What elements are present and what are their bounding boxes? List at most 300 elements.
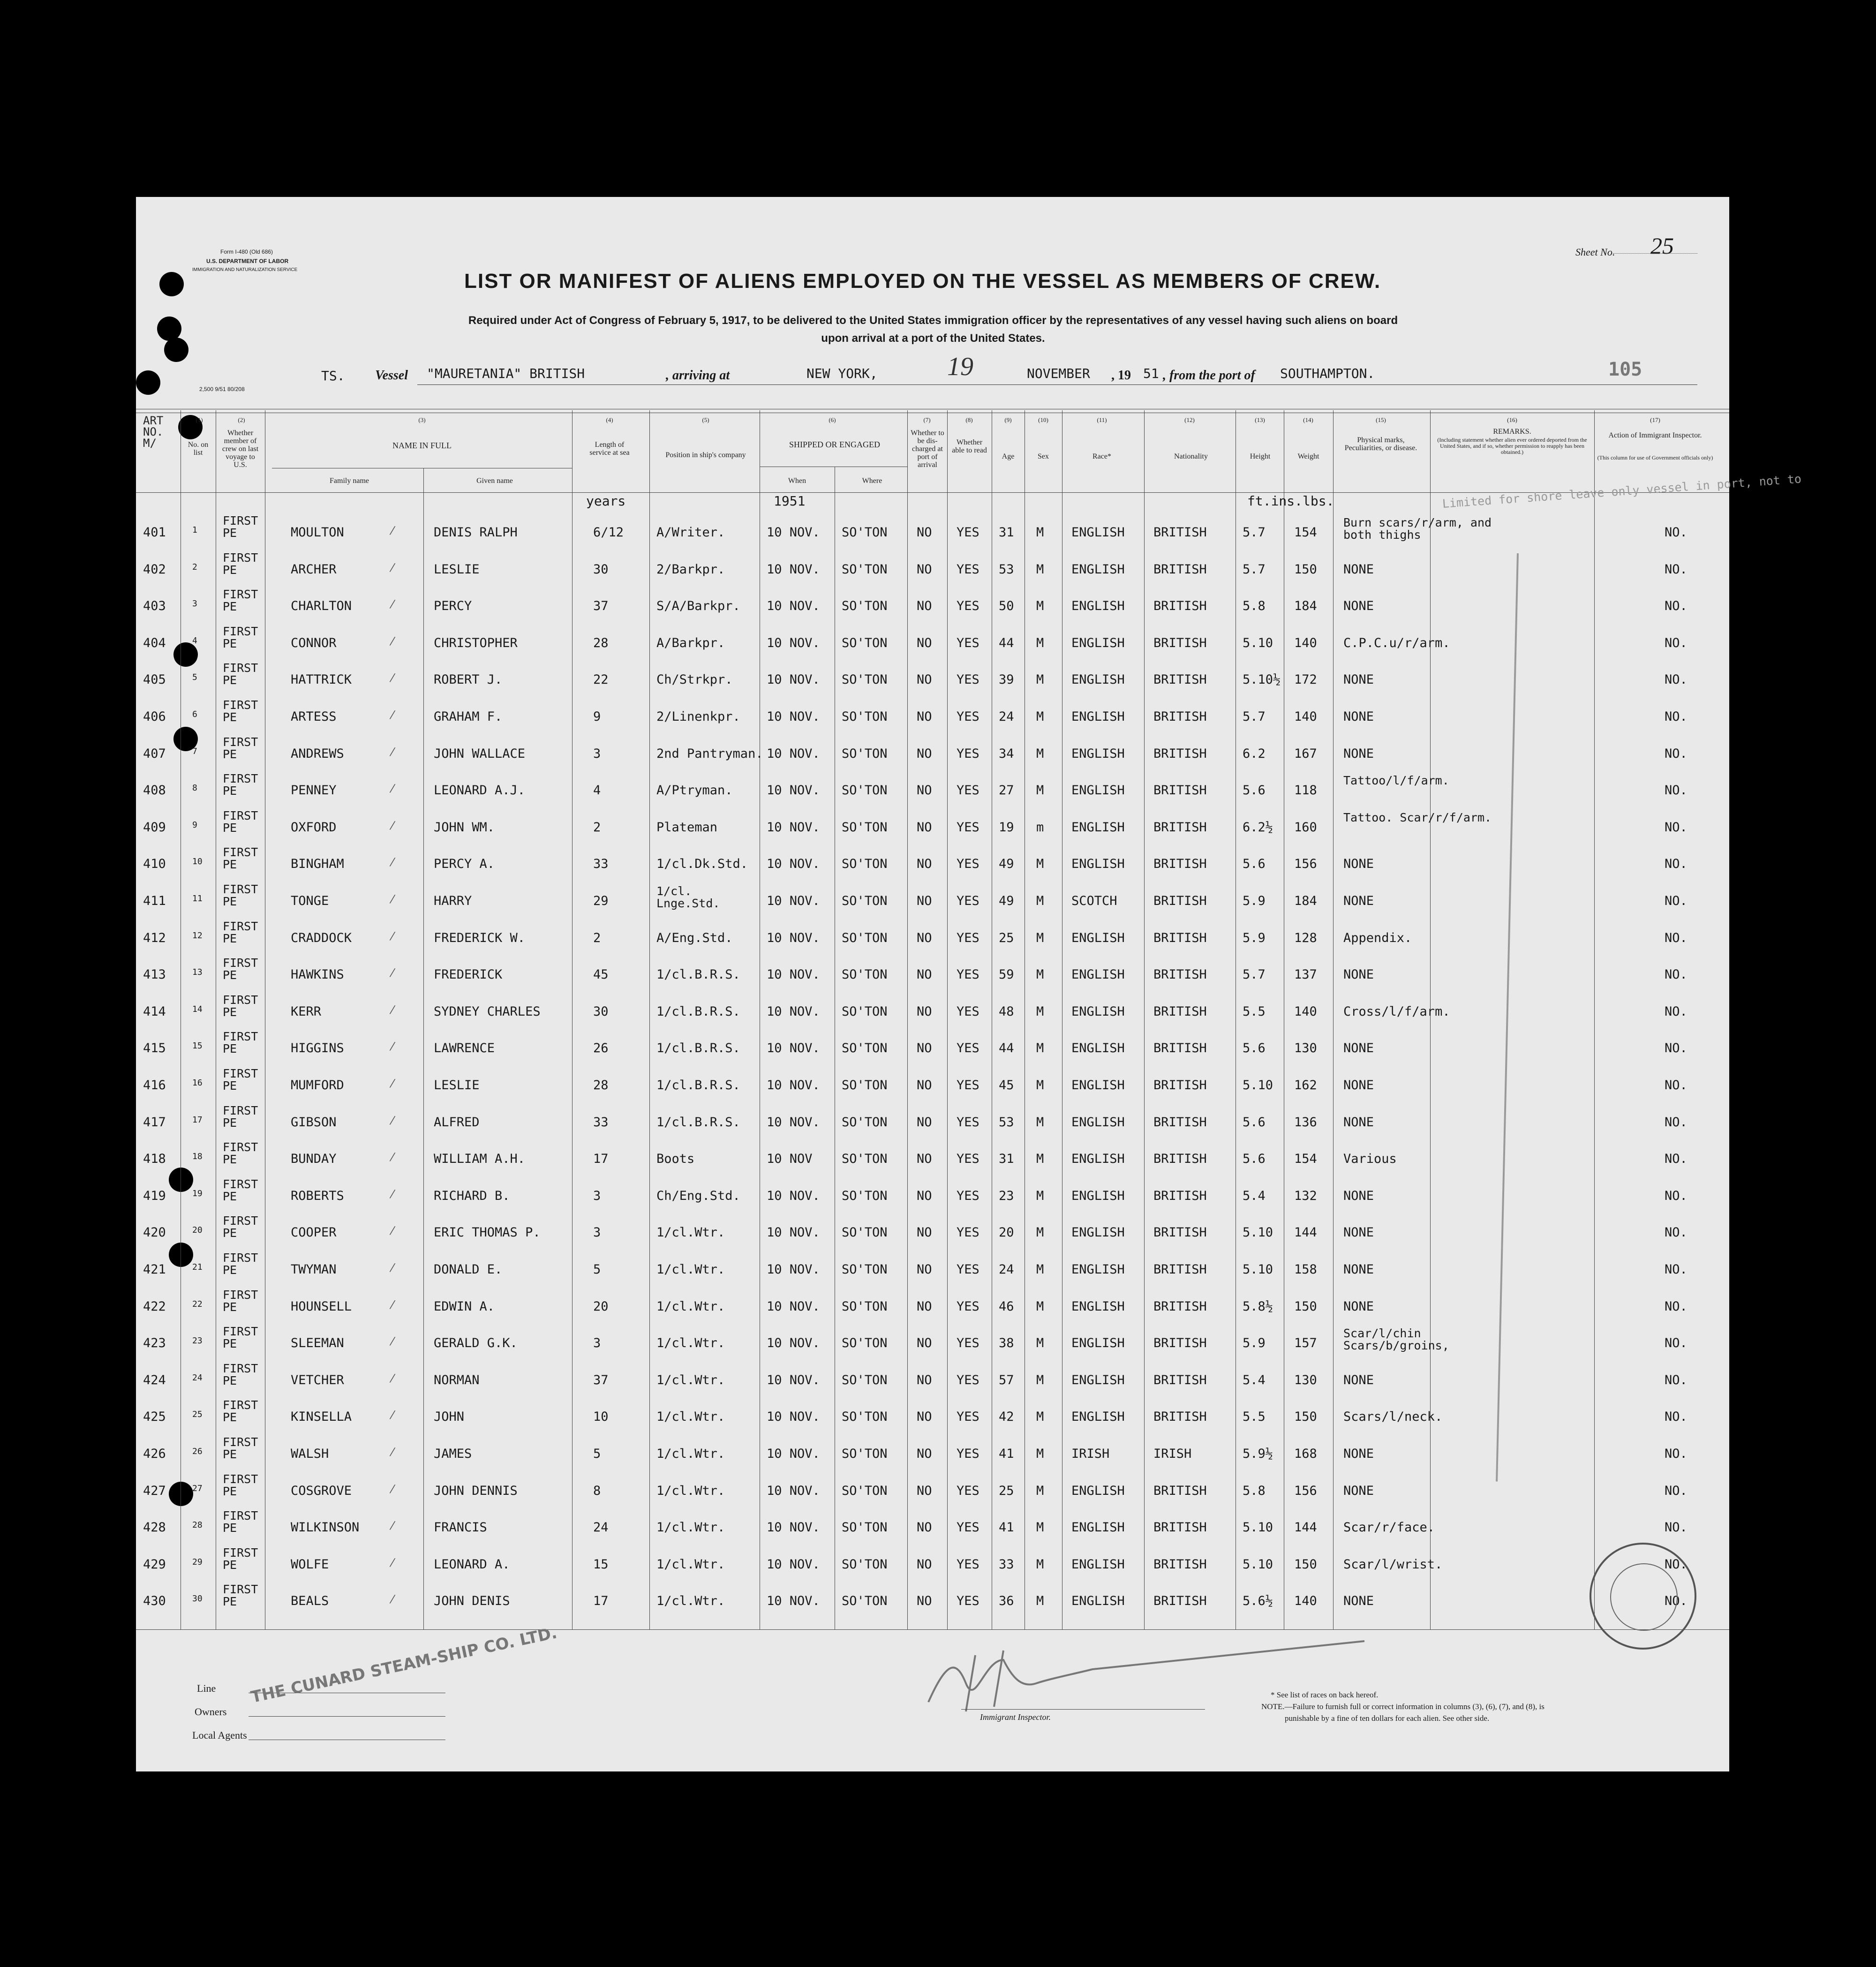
shipped-where: SO'TON xyxy=(842,1409,888,1424)
units-years: years xyxy=(586,493,626,509)
physical-marks: NONE xyxy=(1343,746,1374,761)
prior-voyage: FIRST PE xyxy=(223,1325,258,1351)
height: 5.4 xyxy=(1243,1372,1266,1387)
shipped-where: SO'TON xyxy=(842,746,888,761)
family-name: CONNOR xyxy=(291,635,337,650)
position: A/Barkpr. xyxy=(656,635,725,650)
inspector-action: NO. xyxy=(1665,1188,1688,1203)
race: ENGLISH xyxy=(1071,1409,1125,1424)
art-no: 401 xyxy=(143,525,166,540)
physical-marks: NONE xyxy=(1343,1188,1374,1203)
service-length: 17 xyxy=(593,1152,609,1167)
age: 25 xyxy=(999,930,1014,945)
position: S/A/Barkpr. xyxy=(656,599,740,614)
service-length: 22 xyxy=(593,672,609,687)
race: ENGLISH xyxy=(1071,1262,1125,1277)
prior-voyage: FIRST PE xyxy=(223,1583,258,1609)
able-to-read: YES xyxy=(957,857,979,872)
able-to-read: YES xyxy=(957,1262,979,1277)
weight: 150 xyxy=(1294,562,1317,577)
nationality: BRITISH xyxy=(1153,525,1207,540)
discharged: NO xyxy=(917,1188,932,1203)
discharged: NO xyxy=(917,930,932,945)
physical-marks: NONE xyxy=(1343,967,1374,982)
department: U.S. DEPARTMENT OF LABOR xyxy=(206,258,289,264)
physical-marks: Tattoo. Scar/r/f/arm. xyxy=(1343,810,1492,824)
sex: M xyxy=(1036,1225,1044,1240)
family-name: SLEEMAN xyxy=(291,1336,344,1351)
prior-voyage: FIRST PE xyxy=(223,772,258,798)
service-length: 10 xyxy=(593,1409,609,1424)
family-name: KINSELLA xyxy=(291,1409,352,1424)
art-no: 409 xyxy=(143,820,166,835)
nationality: BRITISH xyxy=(1153,1152,1207,1167)
age: 49 xyxy=(999,894,1014,908)
prior-voyage: FIRST PE xyxy=(223,1288,258,1314)
given-name: PERCY xyxy=(434,599,472,614)
col-name-in-full: NAME IN FULL xyxy=(392,441,452,450)
age: 31 xyxy=(999,525,1014,540)
sex: M xyxy=(1036,1004,1044,1019)
given-name: PERCY A. xyxy=(434,857,495,872)
inspector-action: NO. xyxy=(1665,1372,1688,1387)
weight: 150 xyxy=(1294,1299,1317,1314)
weight: 130 xyxy=(1294,1041,1317,1056)
family-name: VETCHER xyxy=(291,1372,344,1387)
discharged: NO xyxy=(917,1078,932,1093)
shipped-when: 10 NOV. xyxy=(767,1115,820,1130)
list-no: 10 xyxy=(192,857,203,867)
age: 53 xyxy=(999,1115,1014,1130)
service-length: 3 xyxy=(593,1225,601,1240)
prior-voyage: FIRST PE xyxy=(223,735,258,761)
given-name: ROBERT J. xyxy=(434,672,503,687)
discharged: NO xyxy=(917,1409,932,1424)
art-no: 413 xyxy=(143,967,166,982)
inspector-action: NO. xyxy=(1665,1409,1688,1424)
sex: M xyxy=(1036,1520,1044,1535)
inspector-action: NO. xyxy=(1665,1299,1688,1314)
nationality: BRITISH xyxy=(1153,1115,1207,1130)
service-length: 30 xyxy=(593,1004,609,1019)
art-no: 428 xyxy=(143,1520,166,1535)
age: 44 xyxy=(999,1041,1014,1056)
weight: 144 xyxy=(1294,1520,1317,1535)
sex: M xyxy=(1036,1594,1044,1609)
prior-voyage: FIRST PE xyxy=(223,698,258,724)
col-inspector-action: Action of Immigrant Inspector. xyxy=(1608,431,1702,439)
sex: m xyxy=(1036,820,1044,835)
weight: 144 xyxy=(1294,1225,1317,1240)
height: 5.9 xyxy=(1243,1336,1266,1351)
able-to-read: YES xyxy=(957,1299,979,1314)
given-name: DONALD E. xyxy=(434,1262,503,1277)
subtitle-line-1: Required under Act of Congress of February 5, 1917, to be delivered to the United States immigration officer by the representatives of any vessel having such aliens on board xyxy=(468,314,1398,327)
table-row xyxy=(136,1472,1729,1520)
family-name: WALSH xyxy=(291,1447,329,1461)
art-no: 403 xyxy=(143,599,166,614)
nationality: BRITISH xyxy=(1153,1336,1207,1351)
shipped-where: SO'TON xyxy=(842,1372,888,1387)
height: 5.10 xyxy=(1243,1262,1273,1277)
family-name: HAWKINS xyxy=(291,967,344,982)
art-no: 420 xyxy=(143,1225,166,1240)
list-no: 30 xyxy=(192,1594,203,1604)
prior-voyage: FIRST PE xyxy=(223,845,258,872)
prior-voyage: FIRST PE xyxy=(223,1251,258,1277)
position: 1/cl. Lnge.Std. xyxy=(656,884,720,910)
service-length: 4 xyxy=(593,783,601,798)
service-length: 24 xyxy=(593,1520,609,1535)
nationality: BRITISH xyxy=(1153,1041,1207,1056)
port-label: , from the port of xyxy=(1163,368,1255,383)
weight: 172 xyxy=(1294,672,1317,687)
able-to-read: YES xyxy=(957,1078,979,1093)
table-row xyxy=(136,1509,1729,1557)
age: 36 xyxy=(999,1594,1014,1609)
check-mark-icon: ⁄ xyxy=(392,1335,394,1349)
nationality: BRITISH xyxy=(1153,967,1207,982)
col-inspector-note: (This column for use of Government officials only) xyxy=(1597,454,1713,461)
able-to-read: YES xyxy=(957,1594,979,1609)
shipped-where: SO'TON xyxy=(842,967,888,982)
sex: M xyxy=(1036,1409,1044,1424)
col-sex: Sex xyxy=(1038,452,1049,460)
table-row xyxy=(136,1177,1729,1225)
art-no: 423 xyxy=(143,1336,166,1351)
shipped-where: SO'TON xyxy=(842,1115,888,1130)
table-row xyxy=(136,661,1729,709)
page-title: LIST OR MANIFEST OF ALIENS EMPLOYED ON THE VESSEL AS MEMBERS OF CREW. xyxy=(464,270,1381,293)
races-note: * See list of races on back hereof. xyxy=(1271,1690,1379,1699)
position: 1/cl.B.R.S. xyxy=(656,1004,740,1019)
physical-marks: NONE xyxy=(1343,1447,1374,1461)
height: 5.6 xyxy=(1243,857,1266,872)
position: 1/cl.Wtr. xyxy=(656,1372,725,1387)
race: ENGLISH xyxy=(1071,1004,1125,1019)
able-to-read: YES xyxy=(957,1041,979,1056)
sex: M xyxy=(1036,967,1044,982)
race: ENGLISH xyxy=(1071,1594,1125,1609)
physical-marks: Scars/l/neck. xyxy=(1343,1409,1443,1424)
table-row xyxy=(136,1361,1729,1409)
weight: 156 xyxy=(1294,857,1317,872)
inspector-action: NO. xyxy=(1665,1004,1688,1019)
position: 1/cl.B.R.S. xyxy=(656,1041,740,1056)
check-mark-icon: ⁄ xyxy=(392,561,394,574)
discharged: NO xyxy=(917,857,932,872)
list-no: 12 xyxy=(192,930,203,941)
col-member-last-voyage: Whether member of crew on last voyage to U.S. xyxy=(222,429,259,469)
prior-voyage: FIRST PE xyxy=(223,514,258,540)
check-mark-icon: ⁄ xyxy=(392,1151,394,1164)
list-no: 18 xyxy=(192,1152,203,1162)
race: ENGLISH xyxy=(1071,1483,1125,1498)
shipped-where: SO'TON xyxy=(842,525,888,540)
shipped-when: 10 NOV. xyxy=(767,1409,820,1424)
shipped-when: 10 NOV. xyxy=(767,1262,820,1277)
list-no: 14 xyxy=(192,1004,203,1014)
col-able-to-read: Whether able to read xyxy=(952,438,987,454)
race: ENGLISH xyxy=(1071,635,1125,650)
art-no: 430 xyxy=(143,1594,166,1609)
shipped-when: 10 NOV. xyxy=(767,1041,820,1056)
sex: M xyxy=(1036,709,1044,724)
service-length: 28 xyxy=(593,1078,609,1093)
weight: 150 xyxy=(1294,1557,1317,1572)
inspector-action: NO. xyxy=(1665,1520,1688,1535)
family-name: GIBSON xyxy=(291,1115,337,1130)
position: A/Writer. xyxy=(656,525,725,540)
check-mark-icon: ⁄ xyxy=(392,598,394,611)
shipped-where: SO'TON xyxy=(842,1557,888,1572)
weight: 140 xyxy=(1294,1004,1317,1019)
discharged: NO xyxy=(917,1594,932,1609)
given-name: FRANCIS xyxy=(434,1520,487,1535)
year-suffix: 51 xyxy=(1143,366,1159,381)
nationality: BRITISH xyxy=(1153,1372,1207,1387)
prior-voyage: FIRST PE xyxy=(223,1140,258,1167)
list-no: 8 xyxy=(192,783,197,793)
service-length: 5 xyxy=(593,1447,601,1461)
arrival-month: NOVEMBER xyxy=(1027,366,1090,381)
prior-voyage: FIRST PE xyxy=(223,1177,258,1203)
race: ENGLISH xyxy=(1071,672,1125,687)
family-name: HIGGINS xyxy=(291,1041,344,1056)
height: 5.7 xyxy=(1243,562,1266,577)
service-length: 3 xyxy=(593,1336,601,1351)
shipped-where: SO'TON xyxy=(842,1041,888,1056)
position: 2/Linenkpr. xyxy=(656,709,740,724)
sex: M xyxy=(1036,599,1044,614)
height: 5.7 xyxy=(1243,709,1266,724)
check-mark-icon: ⁄ xyxy=(392,1114,394,1127)
sex: M xyxy=(1036,783,1044,798)
prior-voyage: FIRST PE xyxy=(223,1030,258,1056)
shipped-where: SO'TON xyxy=(842,1299,888,1314)
prior-voyage: FIRST PE xyxy=(223,808,258,835)
nationality: BRITISH xyxy=(1153,1078,1207,1093)
weight: 132 xyxy=(1294,1188,1317,1203)
age: 57 xyxy=(999,1372,1014,1387)
sex: M xyxy=(1036,1188,1044,1203)
art-no: 415 xyxy=(143,1041,166,1056)
weight: 184 xyxy=(1294,599,1317,614)
sex: M xyxy=(1036,857,1044,872)
height: 5.8½ xyxy=(1243,1299,1273,1314)
col-weight: Weight xyxy=(1297,452,1319,460)
check-mark-icon: ⁄ xyxy=(392,745,394,759)
col-race: Race* xyxy=(1092,452,1111,460)
age: 41 xyxy=(999,1447,1014,1461)
height: 5.8 xyxy=(1243,599,1266,614)
col-family-name: Family name xyxy=(330,477,369,485)
sheet-label: Sheet No. xyxy=(1575,246,1615,258)
nationality: BRITISH xyxy=(1153,709,1207,724)
table-row xyxy=(136,624,1729,672)
weight: 140 xyxy=(1294,709,1317,724)
ts-label: TS. xyxy=(321,368,345,384)
shipped-when: 10 NOV. xyxy=(767,857,820,872)
physical-marks: NONE xyxy=(1343,709,1374,724)
list-no: 17 xyxy=(192,1115,203,1125)
sex: M xyxy=(1036,1115,1044,1130)
art-no: 416 xyxy=(143,1078,166,1093)
table-row xyxy=(136,1545,1729,1594)
prior-voyage: FIRST PE xyxy=(223,624,258,650)
prior-voyage: FIRST PE xyxy=(223,1545,258,1572)
weight: 140 xyxy=(1294,1594,1317,1609)
position: Ch/Eng.Std. xyxy=(656,1188,740,1203)
position: 1/cl.B.R.S. xyxy=(656,1115,740,1130)
prior-voyage: FIRST PE xyxy=(223,1435,258,1461)
art-no: 418 xyxy=(143,1152,166,1167)
discharged: NO xyxy=(917,599,932,614)
discharged: NO xyxy=(917,1225,932,1240)
service-length: 5 xyxy=(593,1262,601,1277)
list-no: 15 xyxy=(192,1041,203,1051)
year-prefix: , 19 xyxy=(1111,368,1131,383)
age: 45 xyxy=(999,1078,1014,1093)
table-row xyxy=(136,1583,1729,1630)
nationality: BRITISH xyxy=(1153,1262,1207,1277)
nationality: BRITISH xyxy=(1153,1594,1207,1609)
table-row xyxy=(136,514,1729,562)
age: 19 xyxy=(999,820,1014,835)
inspector-action: NO. xyxy=(1665,783,1688,798)
family-name: BINGHAM xyxy=(291,857,344,872)
position: 1/cl.Wtr. xyxy=(656,1225,725,1240)
able-to-read: YES xyxy=(957,967,979,982)
prior-voyage: FIRST PE xyxy=(223,588,258,614)
nationality: BRITISH xyxy=(1153,562,1207,577)
nationality: BRITISH xyxy=(1153,635,1207,650)
family-name: BUNDAY xyxy=(291,1152,337,1167)
sex: M xyxy=(1036,1041,1044,1056)
family-name: OXFORD xyxy=(291,820,337,835)
col-length-of-service: Length of service at sea xyxy=(589,441,630,457)
shipped-when: 10 NOV. xyxy=(767,783,820,798)
service-name: IMMIGRATION AND NATURALIZATION SERVICE xyxy=(192,267,298,272)
given-name: FREDERICK W. xyxy=(434,930,526,945)
height: 5.9 xyxy=(1243,894,1266,908)
prior-voyage: FIRST PE xyxy=(223,919,258,945)
shipped-when: 10 NOV. xyxy=(767,1336,820,1351)
print-code: 2,500 9/51 80/208 xyxy=(199,386,245,392)
shipped-when: 10 NOV. xyxy=(767,1299,820,1314)
sex: M xyxy=(1036,1557,1044,1572)
shipped-where: SO'TON xyxy=(842,635,888,650)
table-row xyxy=(136,1398,1729,1446)
prior-voyage: FIRST PE xyxy=(223,882,258,908)
table-row xyxy=(136,882,1729,930)
race: ENGLISH xyxy=(1071,1115,1125,1130)
age: 42 xyxy=(999,1409,1014,1424)
inspector-action: NO. xyxy=(1665,930,1688,945)
prior-voyage: FIRST PE xyxy=(223,1472,258,1498)
discharged: NO xyxy=(917,1152,932,1167)
art-no: 426 xyxy=(143,1447,166,1461)
given-name: JOHN WALLACE xyxy=(434,746,526,761)
able-to-read: YES xyxy=(957,525,979,540)
col-discharged: Whether to be dis-charged at port of arrival xyxy=(911,429,944,469)
position: 1/cl.Wtr. xyxy=(656,1483,725,1498)
nationality: BRITISH xyxy=(1153,1225,1207,1240)
shipped-where: SO'TON xyxy=(842,562,888,577)
family-name: ROBERTS xyxy=(291,1188,344,1203)
shipped-when: 10 NOV. xyxy=(767,1188,820,1203)
shipped-when: 10 NOV. xyxy=(767,746,820,761)
given-name: WILLIAM A.H. xyxy=(434,1152,526,1167)
shipped-when: 10 NOV. xyxy=(767,1483,820,1498)
prior-voyage: FIRST PE xyxy=(223,1214,258,1240)
sex: M xyxy=(1036,525,1044,540)
table-row xyxy=(136,1103,1729,1152)
race: ENGLISH xyxy=(1071,746,1125,761)
inspector-action: NO. xyxy=(1665,1225,1688,1240)
weight: 158 xyxy=(1294,1262,1317,1277)
check-mark-icon: ⁄ xyxy=(392,1482,394,1496)
table-row xyxy=(136,1435,1729,1483)
given-name: ALFRED xyxy=(434,1115,480,1130)
col-given-name: Given name xyxy=(476,477,513,485)
height: 5.6 xyxy=(1243,783,1266,798)
race: ENGLISH xyxy=(1071,562,1125,577)
given-name: NORMAN xyxy=(434,1372,480,1387)
shipped-where: SO'TON xyxy=(842,1188,888,1203)
manifest-sheet: Form I-480 (Old 686) U.S. DEPARTMENT OF LABOR IMMIGRATION AND NATURALIZATION SERVICE 2,500 9/51 80/208 Sheet No. 25 105 LIST OR MANIFEST OF ALIENS EMPLOYED ON THE VESSEL AS MEMBERS OF CREW. Required under Act of Congress of February 5, 1917, to be delivered to the United States immigration officer by the representatives of any vessel having such aliens on board upon arrival at a port of the United States. TS. Vessel "MAURETANIA" BRITISH , arriving at NEW YORK, 19 NOVEMBER , 19 51 , from the port of SOUTHAMPTON. ART NO. M/ (1) No. on list (2) Whether member of crew on last voyage to U.S. (3) NAME IN FULL Family name Given name (4) Length of service at sea (5) Position in ship's company (6) SHIPPED OR ENGAGED When Where (7) Whether to be dis-charged at port of arrival (8) Whether able to read (9) Age (10) Sex (11) Race* (12) Nationality (13) Height (14) Weight (15) Physical marks, Peculiarities, or disease. (16) REMARKS. (Including statement whether alien ever ordered deported from the United States, and if so, whether permission to reapply has been obtained.) (17) Action of Immigrant Inspector. (This column for use of Government officials only) years 1951 ft.ins.lbs. Limited for shore leave only vessel in port, not to FIRST PE 401 1 MOULTON DENIS RALPH 6/12 A/Writer. 10 NOV. SO'TON NO YES 31 M ENGLISH BRITISH 5.7 154 Burn scars/r/arm, and both thighs NO. ⁄ FIRST PE 402 2 ARCHER LESLIE 30 2/Barkpr. 10 NOV. SO'TON NO YES 53 M ENGLISH BRITISH 5.7 150 NONE NO. ⁄ FIRST PE 403 3 CHARLTON PERCY 37 S/A/Barkpr. 10 NOV. SO'TON NO YES 50 M ENGLISH BRITISH 5.8 184 NONE NO. ⁄ FIRST PE 404 4 CONNOR CHRISTOPHER 28 A/Barkpr. 10 NOV. SO'TON NO YES 44 M ENGLISH BRITISH 5.10 140 C.P.C.u/r/arm. NO. ⁄ FIRST PE 405 5 HATTRICK ROBERT J. 22 Ch/Strkpr. 10 NOV. SO'TON NO YES 39 M ENGLISH BRITISH 5.10½ 172 NONE NO. ⁄ FIRST PE 406 6 ARTESS GRAHAM F. 9 2/Linenkpr. 10 NOV. SO'TON NO YES 24 M ENGLISH BRITISH 5.7 140 NONE NO. ⁄ FIRST PE 407 7 ANDREWS JOHN WALLACE 3 2nd Pantryman. 10 NOV. SO'TON NO YES 34 M ENGLISH BRITISH 6.2 167 NONE NO. ⁄ FIRST PE 408 8 PENNEY LEONARD A.J. 4 A/Ptryman. 10 NOV. SO'TON NO YES 27 M ENGLISH BRITISH 5.6 118 Tattoo/l/f/arm. NO. ⁄ FIRST PE 409 9 OXFORD JOHN WM. 2 Plateman 10 NOV. SO'TON NO YES 19 m ENGLISH BRITISH 6.2½ 160 Tattoo. Scar/r/f/arm. NO. ⁄ FIRST PE 410 10 BINGHAM PERCY A. 33 1/cl.Dk.Std. 10 NOV. SO'TON NO YES 49 M ENGLISH BRITISH 5.6 156 NONE NO. ⁄ FIRST PE 411 11 TONGE HARRY 29 1/cl. Lnge.Std. 10 NOV. SO'TON NO YES 49 M SCOTCH BRITISH 5.9 184 NONE NO. ⁄ FIRST PE 412 12 CRADDOCK FREDERICK W. 2 A/Eng.Std. 10 NOV. SO'TON NO YES 25 M ENGLISH BRITISH 5.9 128 Appendix. NO. ⁄ FIRST PE 413 13 HAWKINS FREDERICK 45 1/cl.B.R.S. 10 NOV. SO'TON NO YES 59 M ENGLISH BRITISH 5.7 137 NONE NO. ⁄ FIRST PE 414 14 KERR SYDNEY CHARLES 30 1/cl.B.R.S. 10 NOV. SO'TON NO YES 48 M ENGLISH BRITISH 5.5 140 Cross/l/f/arm. NO. ⁄ FIRST PE 415 15 HIGGINS LAWRENCE 26 1/cl.B.R.S. 10 NOV. SO'TON NO YES 44 M ENGLISH BRITISH 5.6 130 NONE NO. ⁄ FIRST PE 416 16 MUMFORD LESLIE 28 1/cl.B.R.S. 10 NOV. SO'TON NO YES 45 M ENGLISH BRITISH 5.10 162 NONE NO. ⁄ FIRST PE 417 17 GIBSON ALFRED 33 1/cl.B.R.S. 10 NOV. SO'TON NO YES 53 M ENGLISH BRITISH 5.6 136 NONE NO. ⁄ FIRST PE 418 18 BUNDAY WILLIAM A.H. 17 Boots 10 NOV SO'TON NO YES 31 M ENGLISH BRITISH 5.6 154 Various NO. ⁄ FIRST PE 419 19 ROBERTS RICHARD B. 3 Ch/Eng.Std. 10 NOV. SO'TON NO YES 23 M ENGLISH BRITISH 5.4 132 NONE NO. ⁄ FIRST PE 420 20 COOPER ERIC THOMAS P. 3 1/cl.Wtr. 10 NOV. SO'TON NO YES 20 M ENGLISH BRITISH 5.10 144 NONE NO. ⁄ FIRST PE 421 21 TWYMAN DONALD E. 5 1/cl.Wtr. 10 NOV. SO'TON NO YES 24 M ENGLISH BRITISH 5.10 158 NONE NO. ⁄ FIRST PE 422 22 HOUNSELL EDWIN A. 20 1/cl.Wtr. 10 NOV. SO'TON NO YES 46 M ENGLISH BRITISH 5.8½ 150 NONE NO. ⁄ FIRST PE 423 23 SLEEMAN GERALD G.K. 3 1/cl.Wtr. 10 NOV. SO'TON NO YES 38 M ENGLISH BRITISH 5.9 157 Scar/l/chin Scars/b/groins, NO. ⁄ FIRST PE 424 24 VETCHER NORMAN 37 1/cl.Wtr. 10 NOV. SO'TON NO YES 57 M ENGLISH BRITISH 5.4 130 NONE NO. ⁄ FIRST PE 425 25 KINSELLA JOHN 10 1/cl.Wtr. 10 NOV. SO'TON NO YES 42 M ENGLISH BRITISH 5.5 150 Scars/l/neck. NO. ⁄ FIRST PE 426 26 WALSH JAMES 5 1/cl.Wtr. 10 NOV. SO'TON NO YES 41 M IRISH IRISH 5.9½ 168 NONE NO. ⁄ FIRST PE 427 27 COSGROVE JOHN DENNIS 8 1/cl.Wtr. 10 NOV. SO'TON NO YES 25 M ENGLISH BRITISH 5.8 156 NONE NO. ⁄ FIRST PE 428 28 WILKINSON FRANCIS 24 1/cl.Wtr. 10 NOV. SO'TON NO YES 41 M ENGLISH BRITISH 5.10 144 Scar/r/face. NO. ⁄ FIRST PE 429 29 WOLFE LEONARD A. 15 1/cl.Wtr. 10 NOV. SO'TON NO YES 33 M ENGLISH BRITISH 5.10 150 Scar/l/wrist. NO. ⁄ FIRST PE 430 30 BEALS JOHN DENIS 17 1/cl.Wtr. 10 NOV. SO'TON NO YES 36 M ENGLISH BRITISH 5.6½ 140 NONE NO. ⁄ Line Owners Local Agents THE CUNARD STEAM-SHIP CO. LTD. Immigrant Inspector. * See list of races on back hereof. NOTE.—Failure to furnish full or correct information in columns (3), (6), (7), and (8), is punishable by a fine of ten dollars for each alien. See other side. xyxy=(136,197,1729,1771)
discharged: NO xyxy=(917,1483,932,1498)
weight: 162 xyxy=(1294,1078,1317,1093)
check-mark-icon: ⁄ xyxy=(392,708,394,722)
discharged: NO xyxy=(917,1004,932,1019)
weight: 154 xyxy=(1294,525,1317,540)
check-mark-icon: ⁄ xyxy=(392,1261,394,1274)
race: ENGLISH xyxy=(1071,783,1125,798)
units-measures: ft.ins.lbs. xyxy=(1247,493,1334,509)
service-length: 2 xyxy=(593,820,601,835)
height: 6.2 xyxy=(1243,746,1266,761)
discharged: NO xyxy=(917,1336,932,1351)
art-no: 412 xyxy=(143,930,166,945)
check-mark-icon: ⁄ xyxy=(392,966,394,980)
art-no: 417 xyxy=(143,1115,166,1130)
given-name: RICHARD B. xyxy=(434,1188,510,1203)
given-name: JOHN DENIS xyxy=(434,1594,510,1609)
position: 1/cl.Wtr. xyxy=(656,1336,725,1351)
position: 1/cl.Wtr. xyxy=(656,1262,725,1277)
shipped-where: SO'TON xyxy=(842,1483,888,1498)
list-no: 3 xyxy=(192,599,197,609)
physical-marks: NONE xyxy=(1343,1299,1374,1314)
physical-marks: NONE xyxy=(1343,1115,1374,1130)
weight: 130 xyxy=(1294,1372,1317,1387)
family-name: HATTRICK xyxy=(291,672,352,687)
prior-voyage: FIRST PE xyxy=(223,1103,258,1130)
given-name: LESLIE xyxy=(434,1078,480,1093)
service-length: 17 xyxy=(593,1594,609,1609)
nationality: BRITISH xyxy=(1153,930,1207,945)
discharged: NO xyxy=(917,894,932,908)
physical-marks: NONE xyxy=(1343,672,1374,687)
inspector-action: NO. xyxy=(1665,1594,1688,1609)
list-no: 22 xyxy=(192,1299,203,1309)
position: Plateman xyxy=(656,820,718,835)
units-year: 1951 xyxy=(774,493,806,509)
list-no: 27 xyxy=(192,1483,203,1493)
given-name: LEONARD A. xyxy=(434,1557,510,1572)
height: 5.10 xyxy=(1243,1225,1273,1240)
